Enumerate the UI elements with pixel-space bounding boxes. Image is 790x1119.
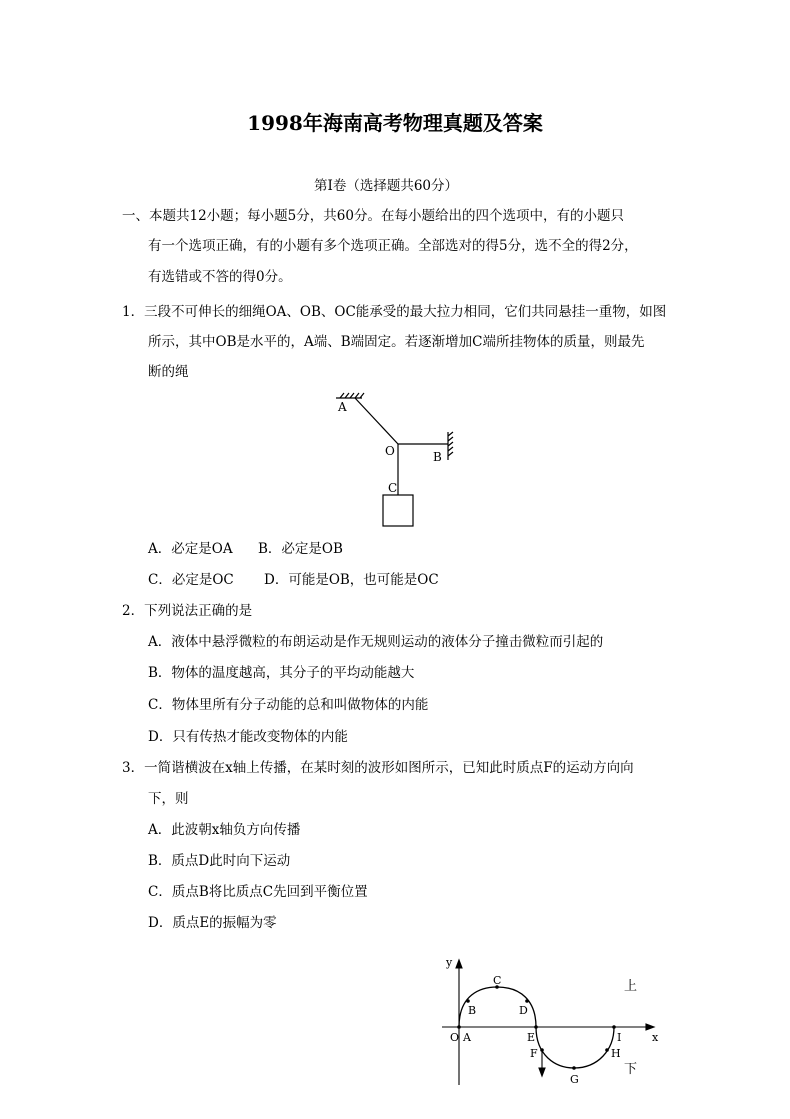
label-b: B [433,450,442,464]
instructions-line: 一、本题共12小题；每小题5分，共60分。在每小题给出的四个选项中，有的小题只 [122,208,624,224]
wave-label-g: G [570,1073,579,1086]
wave-label-h: H [611,1047,621,1060]
q1-option-d: D．可能是OB，也可能是OC [264,572,439,588]
wave-label-c: C [493,974,502,987]
q2-option-a: A．液体中悬浮微粒的布朗运动是作无规则运动的液体分子撞击微粒而引起的 [148,634,604,650]
label-c: C [388,481,398,495]
section-heading: 第Ⅰ卷（选择题共60分） [314,178,459,194]
q3-option-b: B．质点D此时向下运动 [148,853,291,869]
wave-label-y: y [446,956,453,969]
q1-stem: 断的绳 [148,364,189,380]
q2-option-c: C．物体里所有分子动能的总和叫做物体的内能 [148,697,429,713]
q3-option-c: C．质点B将比质点C先回到平衡位置 [148,884,368,900]
q3-stem: 3．一简谐横波在x轴上传播，在某时刻的波形如图所示，已知此时质点F的运动方向向 [122,760,634,776]
wave-label-f: F [530,1047,538,1060]
instructions-line: 有一个选项正确，有的小题有多个选项正确。全部选对的得5分，选不全的得2分， [148,238,638,254]
q3-option-a: A．此波朝x轴负方向传播 [148,822,301,838]
q2-option-d: D．只有传热才能改变物体的内能 [148,729,348,745]
q2-option-b: B．物体的温度越高，其分子的平均动能越大 [148,665,415,681]
q2-stem: 2．下列说法正确的是 [122,603,253,619]
label-a: A [338,400,347,414]
wave-label-o: O [450,1031,460,1044]
label-o: O [385,444,395,458]
q1-stem: 1．三段不可伸长的细绳OA、OB、OC能承受的最大拉力相同，它们共同悬挂一重物，如图 [122,304,667,320]
wave-label-a: A [463,1031,471,1044]
wave-label-i: I [617,1031,622,1044]
wave-label-d: D [519,1004,528,1017]
page-title: 1998年海南高考物理真题及答案 [247,111,543,135]
wave-label-x: x [652,1031,659,1044]
instructions-line: 有选错或不答的得0分。 [148,269,292,285]
wave-diagram [442,960,654,1085]
q1-stem: 所示，其中OB是水平的，A端、B端固定。若逐渐增加C端所挂物体的质量，则最先 [148,334,645,350]
wave-label-e: E [527,1031,536,1044]
wave-label-down: 下 [624,1062,638,1077]
q1-option-b: B．必定是OB [258,541,343,557]
q3-option-d: D．质点E的振幅为零 [148,915,277,931]
wave-label-up: 上 [624,979,638,994]
q1-option-c: C．必定是OC [148,572,234,588]
q3-stem: 下，则 [148,791,189,807]
wave-label-b: B [468,1004,477,1017]
q1-option-a: A．必定是OA [148,541,233,557]
